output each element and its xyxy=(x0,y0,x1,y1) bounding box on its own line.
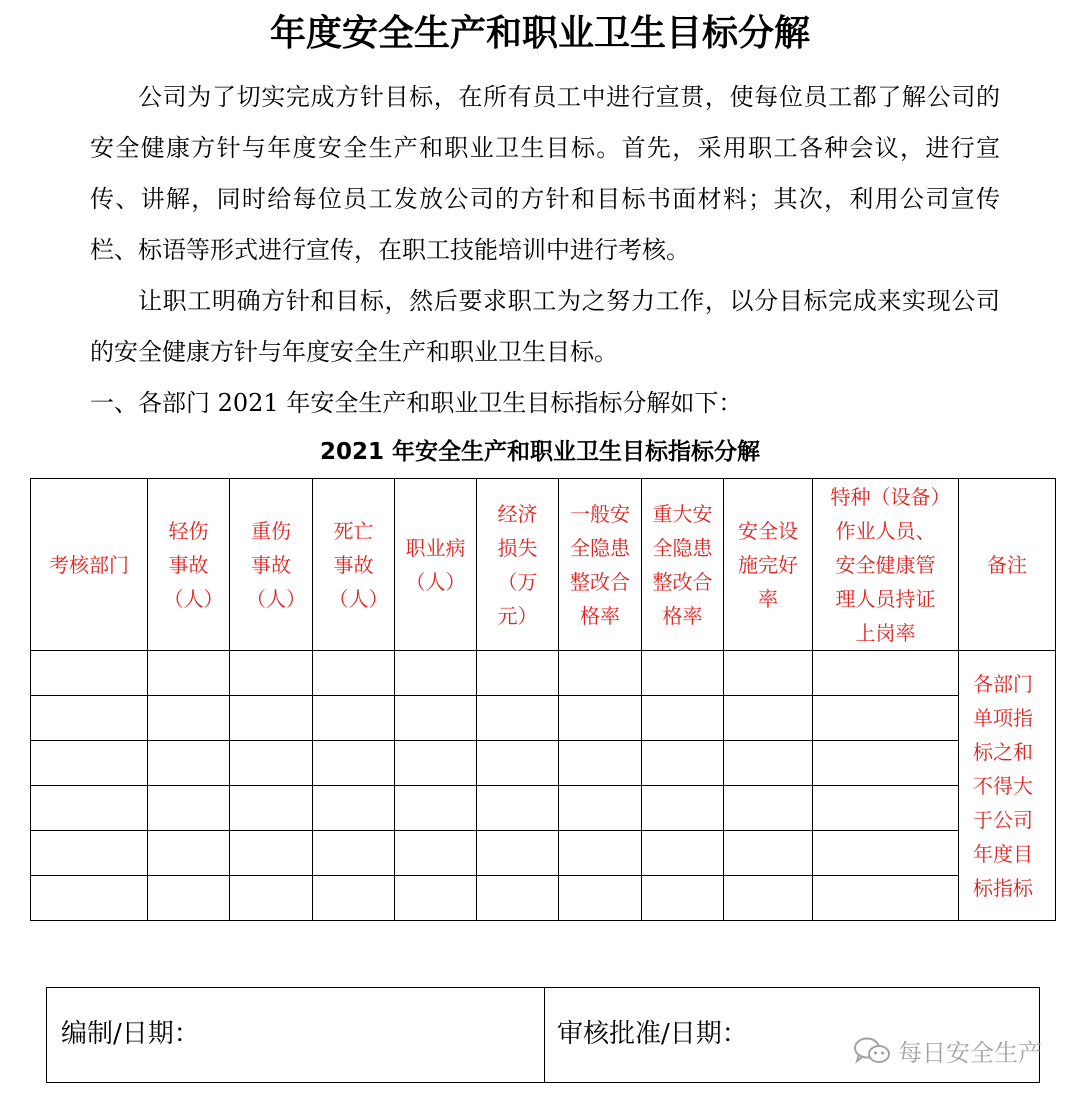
header-certification-rate: 特种（设备）作业人员、安全健康管理人员持证上岗率 xyxy=(813,479,959,651)
header-minor-injury: 轻伤事故（人） xyxy=(148,479,230,651)
target-table xyxy=(30,478,1056,921)
document-title: 年度安全生产和职业卫生目标分解 xyxy=(269,13,810,54)
table-row xyxy=(31,696,1056,741)
table-row xyxy=(31,651,1056,696)
header-remarks: 备注 xyxy=(959,479,1056,651)
table-row xyxy=(31,741,1056,786)
watermark xyxy=(852,1033,1042,1068)
table-row xyxy=(31,831,1056,876)
table-row xyxy=(31,876,1056,921)
table-header-row xyxy=(31,479,1056,651)
intro-paragraph-2: 让职工明确方针和目标，然后要求职工为之努力工作，以分目标完成来实现公司的安全健康方针与年度安全生产和职业卫生目标。 xyxy=(90,287,1000,366)
approver-date-label: 审核批准/日期： xyxy=(557,1019,748,1049)
signature-divider xyxy=(544,988,545,1082)
compiler-date-label: 编制/日期： xyxy=(61,1019,200,1049)
section-heading: 一、各部门 2021 年安全生产和职业卫生目标指标分解如下： xyxy=(90,389,743,417)
header-major-hazard-rate: 重大安全隐患整改合格率 xyxy=(642,479,724,651)
watermark-text: 每日安全生产 xyxy=(898,1039,1042,1067)
table-title: 2021 年安全生产和职业卫生目标指标分解 xyxy=(319,439,761,465)
remarks-note: 各部门单项指标之和不得大于公司年度目标指标 xyxy=(959,651,1056,921)
header-serious-injury: 重伤事故（人） xyxy=(230,479,313,651)
header-fatal-accident: 死亡事故（人） xyxy=(313,479,395,651)
header-general-hazard-rate: 一般安全隐患整改合格率 xyxy=(559,479,642,651)
header-occupational-disease: 职业病（人） xyxy=(395,479,477,651)
wechat-icon xyxy=(852,1036,892,1066)
header-facility-rate: 安全设施完好率 xyxy=(724,479,813,651)
header-department: 考核部门 xyxy=(31,479,148,651)
intro-paragraph-1: 公司为了切实完成方针目标，在所有员工中进行宣贯，使每位员工都了解公司的安全健康方针与年度安全生产和职业卫生目标。首先，采用职工各种会议，进行宣传、讲解，同时给每位员工发放公司的方针和目标书面材料；其次，利用公司宣传栏、标语等形式进行宣传，在职工技能培训中进行考核。 xyxy=(90,83,1000,264)
table-row xyxy=(31,786,1056,831)
header-economic-loss: 经济损失（万元） xyxy=(477,479,559,651)
